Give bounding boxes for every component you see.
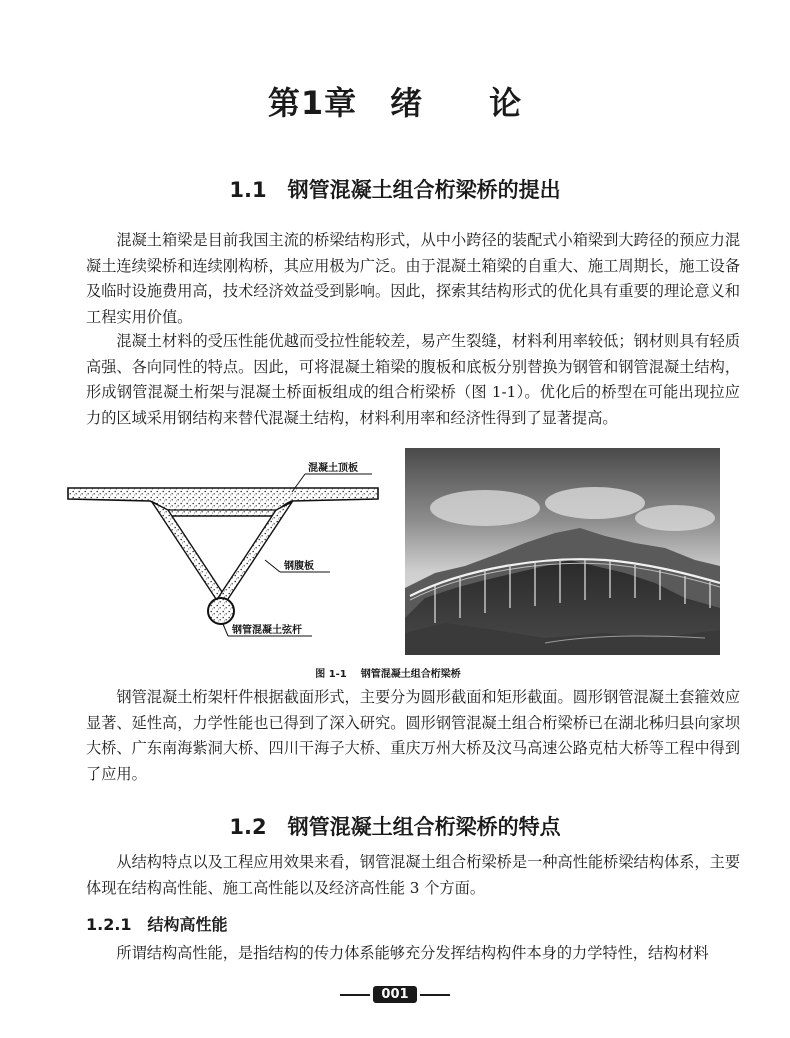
section-title: 1.1 钢管混凝土组合桁梁桥的提出 bbox=[229, 178, 561, 202]
figure-caption bbox=[0, 665, 790, 680]
paragraph: 所谓结构高性能，是指结构的传力体系能够充分发挥结构构件本身的力学特性，结构材料 bbox=[116, 944, 709, 962]
paragraph: 钢管混凝土桁架杆件根据截面形式，主要分为圆形截面和矩形截面。圆形钢管混凝土套箍效应显著、延性高，力学性能也已得到了深入研究。圆形钢管混凝土组合桁梁桥已在湖北秭归县向家坝大桥、广东南海紫洞大桥、四川干海子大桥、重庆万州大桥及汶马高速公路克枯大桥等工程中得到了应用。 bbox=[86, 688, 740, 783]
chapter-title: 第1章 绪 论 bbox=[267, 84, 523, 122]
label-top-slab: 混凝土顶板 bbox=[308, 463, 358, 474]
top-slab-shape bbox=[68, 488, 378, 516]
steel-web-left bbox=[152, 502, 226, 602]
figure-number: 图 1-1 bbox=[315, 669, 347, 680]
subsection-title: 1.2.1 结构高性能 bbox=[86, 915, 228, 934]
label-chord: 钢管混凝土弦杆 bbox=[232, 625, 302, 636]
page-number bbox=[340, 985, 450, 1005]
paragraph: 混凝土材料的受压性能优越而受拉性能较差，易产生裂缝，材料利用率较低；钢材则具有轻质高强、各向同性的特点。因此，可将混凝土箱梁的腹板和底板分别替换为钢管和钢管混凝土结构，形成钢管混凝土桁架与混凝土桥面板组成的组合桁梁桥（图 1-1）。优化后的桥型在可能出现拉应力的区域采用钢结构来替代混凝土结构，材料利用率和经济性得到了显著提高。 bbox=[86, 332, 740, 427]
paragraph: 从结构特点以及工程应用效果来看，钢管混凝土组合桁梁桥是一种高性能桥梁结构体系，主要体现在结构高性能、施工高性能以及经济高性能 3 个方面。 bbox=[86, 853, 740, 897]
section-title: 1.2 钢管混凝土组合桁梁桥的特点 bbox=[229, 815, 561, 839]
paragraph: 混凝土箱梁是目前我国主流的桥梁结构形式，从中小跨径的装配式小箱梁到大跨径的预应力混凝土连续梁桥和连续刚构桥，其应用极为广泛。由于混凝土箱梁的自重大、施工周期长，施工设备及临时设施费用高，技术经济效益受到影响。因此，探索其结构形式的优化具有重要的理论意义和工程实用价值。 bbox=[86, 231, 740, 326]
chord-tube bbox=[208, 598, 234, 624]
page-number-label: 001 bbox=[373, 986, 417, 1003]
bridge-photo bbox=[405, 448, 720, 655]
steel-web-right bbox=[218, 502, 292, 602]
page-number-rule-left bbox=[340, 994, 370, 996]
label-steel-web: 钢腹板 bbox=[284, 561, 314, 572]
cross-section-diagram bbox=[60, 448, 390, 653]
page-number-rule-right bbox=[420, 994, 450, 996]
figure-caption-text: 钢管混凝土组合桁梁桥 bbox=[360, 669, 461, 680]
